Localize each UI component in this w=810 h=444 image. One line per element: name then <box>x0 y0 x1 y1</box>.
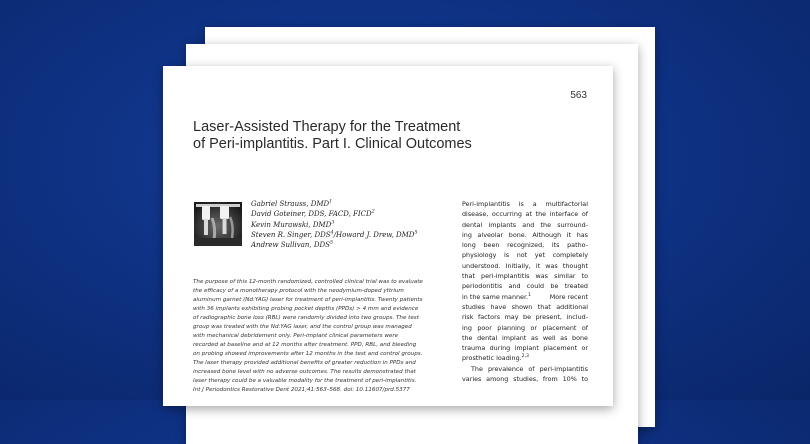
body-line: physiology is not yet completely <box>462 251 588 260</box>
abstract-line: laser therapy could be a valuable modality for the treatment of peri-implantitis. <box>193 378 417 384</box>
body-line: Peri-implantitis is a multifactorial <box>462 200 588 208</box>
abstract-line: the efficacy of a monotherapy protocol with the neodymium-doped yttrium <box>193 288 404 294</box>
dental-radiograph-image <box>194 202 242 246</box>
article-title <box>193 119 583 153</box>
author: David Goteiner, DDS, FACD, FICD$^2$ <box>251 208 375 219</box>
body-line: prosthetic loading.$^{2,3}$ <box>462 354 529 363</box>
body-text-column <box>462 199 588 384</box>
author: Kevin Murawski, DMD$^3$ <box>251 219 335 229</box>
body-line: understood. Initially, it was thought <box>462 261 588 270</box>
body-line: the dental implant as well as bone <box>462 333 588 342</box>
abstract-line: of radiographic bone loss (RBL) were randomly divided into two groups. The test <box>193 315 419 321</box>
author: Steven R. Singer, DDS$^4$/Howard J. Drew, DMD$^5$ <box>251 229 418 239</box>
body-line: studies have shown that additional <box>462 302 588 311</box>
body-line: varies among studies, from 10% to <box>462 375 588 384</box>
abstract-line: on probing showed improvements after 12 months in the test and control groups. <box>193 351 423 357</box>
abstract-line: recorded at baseline and at 12 months after treatment. PPD, RBL, and bleeding <box>193 342 417 348</box>
page-number: 563 <box>570 90 587 101</box>
radiograph-icon <box>194 202 242 246</box>
body-line: The prevalence of peri-implantitis <box>471 364 588 373</box>
abstract-line: increased bone level with no adverse outcomes. The results demonstrated that <box>193 369 416 375</box>
body-line: periodontitis and could be treated <box>462 282 588 291</box>
body-line: risk factors may be present, includ- <box>462 313 588 322</box>
article-page <box>163 66 613 406</box>
body-line: that peri-implantitis was similar to <box>462 272 588 281</box>
abstract-line: The purpose of this 12-month randomized, controlled clinical trial was to evaluate <box>193 279 423 285</box>
author: Andrew Sullivan, DDS$^5$ <box>251 239 334 250</box>
body-line: long been recognized, its patho- <box>462 241 588 250</box>
body-line: in the same manner.$^1$ More recent <box>462 292 588 301</box>
author-list <box>251 199 418 250</box>
body-line: ing poor planning or placement of <box>462 323 588 332</box>
abstract-line: group was treated with the Nd:YAG laser, and the control group was managed <box>193 324 412 330</box>
abstract-line: aluminum garnet (Nd:YAG) laser for treatment of peri-implantitis. Twenty patients <box>193 297 423 303</box>
body-line: disease, occurring at the interface of <box>462 210 588 219</box>
abstract-line: with mechanical debridement only. Peri-implant clinical parameters were <box>193 333 399 339</box>
body-line: dental implants and the surround- <box>462 220 588 229</box>
abstract-line: Int J Periodontics Restorative Dent 2021;41:563–568. doi: 10.11607/prd.5377 <box>193 387 410 393</box>
abstract-line: with 36 implants exhibiting probing pocket depths (PPDs) > 4 mm and evidence <box>193 306 419 312</box>
abstract <box>193 278 451 395</box>
body-line: ing alveolar bone. Although it has <box>462 230 588 239</box>
author: Gabriel Strauss, DMD$^1$ <box>251 198 333 208</box>
title-line: Laser-Assisted Therapy for the Treatment <box>193 119 461 135</box>
body-line: trauma during implant placement or <box>462 344 588 353</box>
title-line: of Peri-implantitis. Part I. Clinical Outcomes <box>193 136 472 152</box>
abstract-line: The laser therapy provided additional benefits of greater reduction in PPDs and <box>193 360 416 366</box>
